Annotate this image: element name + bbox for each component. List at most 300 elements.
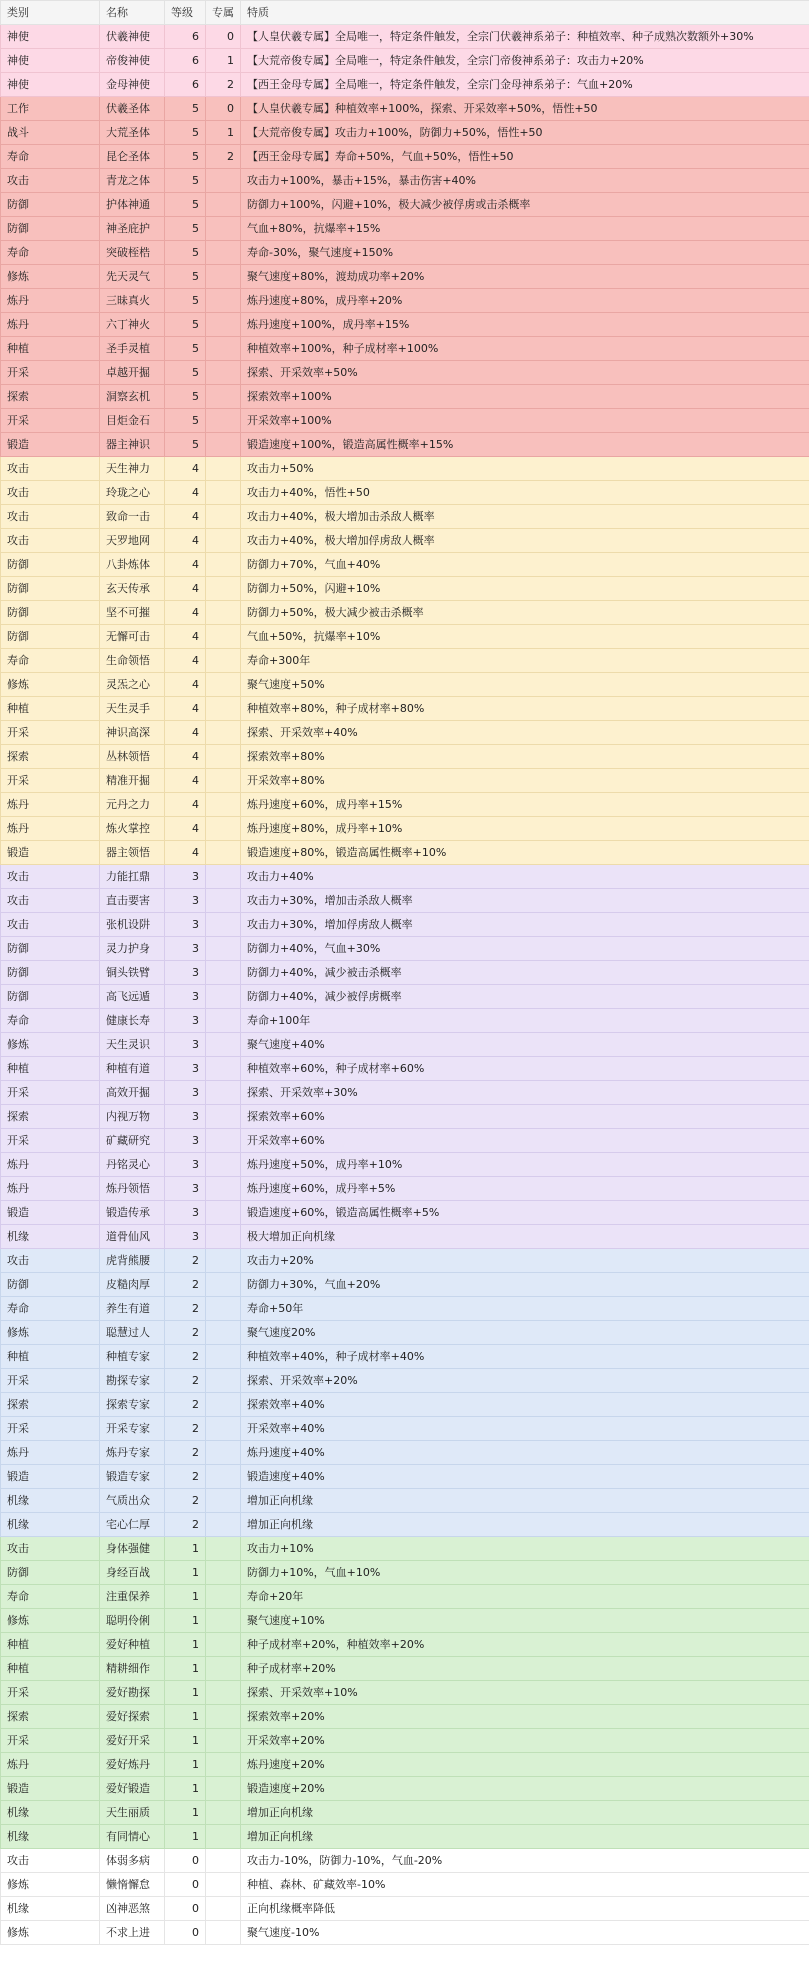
traits-cell[interactable]: 攻击力+40%，极大增加俘虏敌人概率	[241, 529, 809, 553]
level-cell[interactable]: 4	[165, 481, 206, 505]
traits-cell[interactable]: 攻击力+30%，增加俘虏敌人概率	[241, 913, 809, 937]
level-cell[interactable]: 4	[165, 697, 206, 721]
traits-cell[interactable]: 锻造速度+20%	[241, 1777, 809, 1801]
traits-cell[interactable]: 寿命+100年	[241, 1009, 809, 1033]
level-cell[interactable]: 0	[165, 1921, 206, 1945]
exclusive-cell[interactable]	[206, 1777, 241, 1801]
exclusive-cell[interactable]	[206, 1129, 241, 1153]
name-cell[interactable]: 注重保养	[100, 1585, 165, 1609]
traits-cell[interactable]: 开采效率+60%	[241, 1129, 809, 1153]
exclusive-cell[interactable]	[206, 1201, 241, 1225]
level-cell[interactable]: 1	[165, 1801, 206, 1825]
traits-cell[interactable]: 攻击力+50%	[241, 457, 809, 481]
level-cell[interactable]: 5	[165, 241, 206, 265]
category-cell[interactable]: 攻击	[1, 481, 100, 505]
category-cell[interactable]: 攻击	[1, 1537, 100, 1561]
level-cell[interactable]: 3	[165, 865, 206, 889]
level-cell[interactable]: 0	[165, 1873, 206, 1897]
category-cell[interactable]: 攻击	[1, 457, 100, 481]
level-cell[interactable]: 1	[165, 1681, 206, 1705]
name-cell[interactable]: 器主领悟	[100, 841, 165, 865]
name-cell[interactable]: 种植专家	[100, 1345, 165, 1369]
category-cell[interactable]: 开采	[1, 361, 100, 385]
traits-cell[interactable]: 锻造速度+40%	[241, 1465, 809, 1489]
exclusive-cell[interactable]	[206, 601, 241, 625]
name-cell[interactable]: 致命一击	[100, 505, 165, 529]
level-cell[interactable]: 5	[165, 337, 206, 361]
name-cell[interactable]: 昆仑圣体	[100, 145, 165, 169]
level-cell[interactable]: 3	[165, 961, 206, 985]
category-cell[interactable]: 开采	[1, 1417, 100, 1441]
exclusive-cell[interactable]	[206, 1633, 241, 1657]
category-cell[interactable]: 机缘	[1, 1489, 100, 1513]
exclusive-cell[interactable]	[206, 265, 241, 289]
exclusive-cell[interactable]	[206, 1273, 241, 1297]
category-cell[interactable]: 防御	[1, 625, 100, 649]
level-cell[interactable]: 1	[165, 1561, 206, 1585]
exclusive-cell[interactable]	[206, 1009, 241, 1033]
exclusive-cell[interactable]	[206, 1657, 241, 1681]
name-cell[interactable]: 张机设阱	[100, 913, 165, 937]
traits-cell[interactable]: 探索、开采效率+30%	[241, 1081, 809, 1105]
category-cell[interactable]: 攻击	[1, 865, 100, 889]
level-cell[interactable]: 5	[165, 265, 206, 289]
exclusive-cell[interactable]	[206, 1057, 241, 1081]
name-cell[interactable]: 丹铭灵心	[100, 1153, 165, 1177]
exclusive-cell[interactable]	[206, 313, 241, 337]
category-cell[interactable]: 探索	[1, 1105, 100, 1129]
header-level[interactable]: 等级	[165, 1, 206, 25]
category-cell[interactable]: 防御	[1, 985, 100, 1009]
level-cell[interactable]: 4	[165, 841, 206, 865]
name-cell[interactable]: 天罗地网	[100, 529, 165, 553]
exclusive-cell[interactable]	[206, 1873, 241, 1897]
name-cell[interactable]: 虎背熊腰	[100, 1249, 165, 1273]
level-cell[interactable]: 5	[165, 385, 206, 409]
level-cell[interactable]: 1	[165, 1705, 206, 1729]
name-cell[interactable]: 高效开掘	[100, 1081, 165, 1105]
category-cell[interactable]: 锻造	[1, 1201, 100, 1225]
category-cell[interactable]: 开采	[1, 1129, 100, 1153]
exclusive-cell[interactable]	[206, 1609, 241, 1633]
exclusive-cell[interactable]	[206, 217, 241, 241]
name-cell[interactable]: 铜头铁臂	[100, 961, 165, 985]
name-cell[interactable]: 内视万物	[100, 1105, 165, 1129]
level-cell[interactable]: 3	[165, 985, 206, 1009]
level-cell[interactable]: 2	[165, 1441, 206, 1465]
exclusive-cell[interactable]	[206, 1729, 241, 1753]
category-cell[interactable]: 开采	[1, 1081, 100, 1105]
traits-cell[interactable]: 探索效率+20%	[241, 1705, 809, 1729]
name-cell[interactable]: 卓越开掘	[100, 361, 165, 385]
traits-cell[interactable]: 探索效率+80%	[241, 745, 809, 769]
level-cell[interactable]: 4	[165, 649, 206, 673]
name-cell[interactable]: 种植有道	[100, 1057, 165, 1081]
exclusive-cell[interactable]	[206, 985, 241, 1009]
exclusive-cell[interactable]	[206, 793, 241, 817]
level-cell[interactable]: 3	[165, 1225, 206, 1249]
category-cell[interactable]: 寿命	[1, 241, 100, 265]
name-cell[interactable]: 护体神通	[100, 193, 165, 217]
traits-cell[interactable]: 【人皇伏羲专属】全局唯一，特定条件触发，全宗门伏羲神系弟子：种植效率、种子成熟次数额外+30%	[241, 25, 809, 49]
name-cell[interactable]: 不求上进	[100, 1921, 165, 1945]
traits-cell[interactable]: 攻击力+30%，增加击杀敌人概率	[241, 889, 809, 913]
traits-cell[interactable]: 攻击力+20%	[241, 1249, 809, 1273]
category-cell[interactable]: 机缘	[1, 1225, 100, 1249]
category-cell[interactable]: 锻造	[1, 841, 100, 865]
exclusive-cell[interactable]	[206, 1801, 241, 1825]
exclusive-cell[interactable]	[206, 1681, 241, 1705]
traits-cell[interactable]: 气血+80%，抗爆率+15%	[241, 217, 809, 241]
name-cell[interactable]: 健康长寿	[100, 1009, 165, 1033]
name-cell[interactable]: 天生灵手	[100, 697, 165, 721]
level-cell[interactable]: 1	[165, 1657, 206, 1681]
exclusive-cell[interactable]	[206, 1849, 241, 1873]
level-cell[interactable]: 2	[165, 1393, 206, 1417]
category-cell[interactable]: 防御	[1, 601, 100, 625]
traits-cell[interactable]: 防御力+70%，气血+40%	[241, 553, 809, 577]
level-cell[interactable]: 3	[165, 1033, 206, 1057]
name-cell[interactable]: 探索专家	[100, 1393, 165, 1417]
level-cell[interactable]: 5	[165, 121, 206, 145]
name-cell[interactable]: 大荒圣体	[100, 121, 165, 145]
exclusive-cell[interactable]	[206, 1513, 241, 1537]
exclusive-cell[interactable]	[206, 193, 241, 217]
exclusive-cell[interactable]	[206, 1297, 241, 1321]
exclusive-cell[interactable]	[206, 529, 241, 553]
name-cell[interactable]: 神识高深	[100, 721, 165, 745]
name-cell[interactable]: 精准开掘	[100, 769, 165, 793]
category-cell[interactable]: 修炼	[1, 1609, 100, 1633]
exclusive-cell[interactable]	[206, 817, 241, 841]
exclusive-cell[interactable]	[206, 361, 241, 385]
name-cell[interactable]: 直击要害	[100, 889, 165, 913]
name-cell[interactable]: 身经百战	[100, 1561, 165, 1585]
level-cell[interactable]: 6	[165, 73, 206, 97]
category-cell[interactable]: 探索	[1, 385, 100, 409]
traits-cell[interactable]: 炼丹速度+80%，成丹率+20%	[241, 289, 809, 313]
category-cell[interactable]: 防御	[1, 1561, 100, 1585]
category-cell[interactable]: 机缘	[1, 1825, 100, 1849]
level-cell[interactable]: 4	[165, 625, 206, 649]
level-cell[interactable]: 5	[165, 193, 206, 217]
traits-cell[interactable]: 探索、开采效率+40%	[241, 721, 809, 745]
level-cell[interactable]: 2	[165, 1297, 206, 1321]
traits-cell[interactable]: 增加正向机缘	[241, 1489, 809, 1513]
level-cell[interactable]: 3	[165, 1177, 206, 1201]
category-cell[interactable]: 寿命	[1, 145, 100, 169]
category-cell[interactable]: 神使	[1, 73, 100, 97]
category-cell[interactable]: 探索	[1, 1705, 100, 1729]
name-cell[interactable]: 伏羲神使	[100, 25, 165, 49]
category-cell[interactable]: 机缘	[1, 1897, 100, 1921]
traits-cell[interactable]: 种植效率+100%，种子成材率+100%	[241, 337, 809, 361]
category-cell[interactable]: 炼丹	[1, 313, 100, 337]
name-cell[interactable]: 聪慧过人	[100, 1321, 165, 1345]
traits-cell[interactable]: 聚气速度+50%	[241, 673, 809, 697]
name-cell[interactable]: 先天灵气	[100, 265, 165, 289]
name-cell[interactable]: 高飞远遁	[100, 985, 165, 1009]
exclusive-cell[interactable]	[206, 889, 241, 913]
traits-cell[interactable]: 防御力+40%，减少被俘虏概率	[241, 985, 809, 1009]
category-cell[interactable]: 防御	[1, 961, 100, 985]
traits-cell[interactable]: 极大增加正向机缘	[241, 1225, 809, 1249]
name-cell[interactable]: 凶神恶煞	[100, 1897, 165, 1921]
level-cell[interactable]: 1	[165, 1729, 206, 1753]
name-cell[interactable]: 神圣庇护	[100, 217, 165, 241]
traits-cell[interactable]: 攻击力+100%，暴击+15%，暴击伤害+40%	[241, 169, 809, 193]
name-cell[interactable]: 爱好探索	[100, 1705, 165, 1729]
name-cell[interactable]: 天生神力	[100, 457, 165, 481]
traits-cell[interactable]: 防御力+30%，气血+20%	[241, 1273, 809, 1297]
exclusive-cell[interactable]	[206, 937, 241, 961]
exclusive-cell[interactable]	[206, 241, 241, 265]
exclusive-cell[interactable]	[206, 1177, 241, 1201]
name-cell[interactable]: 身体强健	[100, 1537, 165, 1561]
level-cell[interactable]: 1	[165, 1585, 206, 1609]
category-cell[interactable]: 攻击	[1, 505, 100, 529]
exclusive-cell[interactable]	[206, 505, 241, 529]
traits-cell[interactable]: 防御力+100%，闪避+10%，极大减少被俘虏或击杀概率	[241, 193, 809, 217]
exclusive-cell[interactable]: 1	[206, 121, 241, 145]
traits-cell[interactable]: 防御力+50%，闪避+10%	[241, 577, 809, 601]
traits-cell[interactable]: 炼丹速度+50%，成丹率+10%	[241, 1153, 809, 1177]
traits-cell[interactable]: 聚气速度+80%，渡劫成功率+20%	[241, 265, 809, 289]
level-cell[interactable]: 5	[165, 409, 206, 433]
category-cell[interactable]: 防御	[1, 577, 100, 601]
exclusive-cell[interactable]	[206, 1585, 241, 1609]
category-cell[interactable]: 修炼	[1, 1873, 100, 1897]
exclusive-cell[interactable]	[206, 1537, 241, 1561]
name-cell[interactable]: 宅心仁厚	[100, 1513, 165, 1537]
exclusive-cell[interactable]: 2	[206, 73, 241, 97]
level-cell[interactable]: 3	[165, 937, 206, 961]
level-cell[interactable]: 4	[165, 793, 206, 817]
exclusive-cell[interactable]: 0	[206, 25, 241, 49]
category-cell[interactable]: 炼丹	[1, 817, 100, 841]
category-cell[interactable]: 寿命	[1, 1585, 100, 1609]
traits-cell[interactable]: 攻击力-10%，防御力-10%，气血-20%	[241, 1849, 809, 1873]
exclusive-cell[interactable]	[206, 1393, 241, 1417]
category-cell[interactable]: 机缘	[1, 1513, 100, 1537]
exclusive-cell[interactable]	[206, 433, 241, 457]
name-cell[interactable]: 天生丽质	[100, 1801, 165, 1825]
name-cell[interactable]: 炼丹专家	[100, 1441, 165, 1465]
category-cell[interactable]: 炼丹	[1, 289, 100, 313]
category-cell[interactable]: 神使	[1, 25, 100, 49]
category-cell[interactable]: 种植	[1, 1657, 100, 1681]
name-cell[interactable]: 勘探专家	[100, 1369, 165, 1393]
traits-cell[interactable]: 探索效率+40%	[241, 1393, 809, 1417]
category-cell[interactable]: 种植	[1, 337, 100, 361]
exclusive-cell[interactable]	[206, 1153, 241, 1177]
level-cell[interactable]: 3	[165, 1009, 206, 1033]
traits-cell[interactable]: 寿命-30%，聚气速度+150%	[241, 241, 809, 265]
name-cell[interactable]: 懒惰懈怠	[100, 1873, 165, 1897]
name-cell[interactable]: 玲珑之心	[100, 481, 165, 505]
exclusive-cell[interactable]	[206, 385, 241, 409]
category-cell[interactable]: 锻造	[1, 1465, 100, 1489]
level-cell[interactable]: 1	[165, 1777, 206, 1801]
traits-cell[interactable]: 【西王金母专属】寿命+50%，气血+50%，悟性+50	[241, 145, 809, 169]
name-cell[interactable]: 玄天传承	[100, 577, 165, 601]
exclusive-cell[interactable]	[206, 1081, 241, 1105]
exclusive-cell[interactable]	[206, 769, 241, 793]
name-cell[interactable]: 无懈可击	[100, 625, 165, 649]
level-cell[interactable]: 5	[165, 313, 206, 337]
level-cell[interactable]: 2	[165, 1465, 206, 1489]
level-cell[interactable]: 3	[165, 1201, 206, 1225]
traits-cell[interactable]: 攻击力+40%，极大增加击杀敌人概率	[241, 505, 809, 529]
exclusive-cell[interactable]	[206, 1441, 241, 1465]
traits-cell[interactable]: 【大荒帝俊专属】全局唯一，特定条件触发，全宗门帝俊神系弟子：攻击力+20%	[241, 49, 809, 73]
name-cell[interactable]: 坚不可摧	[100, 601, 165, 625]
exclusive-cell[interactable]	[206, 1489, 241, 1513]
traits-cell[interactable]: 开采效率+20%	[241, 1729, 809, 1753]
level-cell[interactable]: 5	[165, 145, 206, 169]
category-cell[interactable]: 神使	[1, 49, 100, 73]
name-cell[interactable]: 聪明伶俐	[100, 1609, 165, 1633]
traits-cell[interactable]: 种植效率+80%，种子成材率+80%	[241, 697, 809, 721]
traits-cell[interactable]: 增加正向机缘	[241, 1513, 809, 1537]
category-cell[interactable]: 修炼	[1, 1033, 100, 1057]
category-cell[interactable]: 炼丹	[1, 1753, 100, 1777]
name-cell[interactable]: 锻造传承	[100, 1201, 165, 1225]
category-cell[interactable]: 开采	[1, 721, 100, 745]
header-name[interactable]: 名称	[100, 1, 165, 25]
exclusive-cell[interactable]	[206, 1345, 241, 1369]
exclusive-cell[interactable]	[206, 1249, 241, 1273]
name-cell[interactable]: 突破桎梏	[100, 241, 165, 265]
exclusive-cell[interactable]	[206, 673, 241, 697]
name-cell[interactable]: 灵力护身	[100, 937, 165, 961]
exclusive-cell[interactable]	[206, 625, 241, 649]
level-cell[interactable]: 3	[165, 1081, 206, 1105]
traits-cell[interactable]: 防御力+50%，极大减少被击杀概率	[241, 601, 809, 625]
traits-cell[interactable]: 炼丹速度+40%	[241, 1441, 809, 1465]
traits-cell[interactable]: 探索、开采效率+50%	[241, 361, 809, 385]
traits-cell[interactable]: 探索效率+100%	[241, 385, 809, 409]
traits-cell[interactable]: 气血+50%，抗爆率+10%	[241, 625, 809, 649]
category-cell[interactable]: 开采	[1, 1369, 100, 1393]
traits-cell[interactable]: 【西王金母专属】全局唯一，特定条件触发，全宗门金母神系弟子：气血+20%	[241, 73, 809, 97]
traits-cell[interactable]: 锻造速度+60%，锻造高属性概率+5%	[241, 1201, 809, 1225]
exclusive-cell[interactable]	[206, 961, 241, 985]
level-cell[interactable]: 3	[165, 1153, 206, 1177]
exclusive-cell[interactable]	[206, 409, 241, 433]
level-cell[interactable]: 2	[165, 1345, 206, 1369]
category-cell[interactable]: 攻击	[1, 889, 100, 913]
name-cell[interactable]: 生命领悟	[100, 649, 165, 673]
exclusive-cell[interactable]	[206, 841, 241, 865]
traits-cell[interactable]: 寿命+20年	[241, 1585, 809, 1609]
traits-cell[interactable]: 种植效率+40%，种子成材率+40%	[241, 1345, 809, 1369]
level-cell[interactable]: 5	[165, 361, 206, 385]
name-cell[interactable]: 元丹之力	[100, 793, 165, 817]
traits-cell[interactable]: 防御力+40%，气血+30%	[241, 937, 809, 961]
category-cell[interactable]: 修炼	[1, 1921, 100, 1945]
name-cell[interactable]: 精耕细作	[100, 1657, 165, 1681]
header-traits[interactable]: 特质	[241, 1, 809, 25]
traits-cell[interactable]: 种植、森林、矿藏效率-10%	[241, 1873, 809, 1897]
exclusive-cell[interactable]	[206, 1921, 241, 1945]
name-cell[interactable]: 洞察玄机	[100, 385, 165, 409]
exclusive-cell[interactable]	[206, 1321, 241, 1345]
exclusive-cell[interactable]	[206, 1033, 241, 1057]
exclusive-cell[interactable]	[206, 553, 241, 577]
exclusive-cell[interactable]	[206, 289, 241, 313]
traits-cell[interactable]: 探索效率+60%	[241, 1105, 809, 1129]
exclusive-cell[interactable]	[206, 1105, 241, 1129]
level-cell[interactable]: 5	[165, 97, 206, 121]
traits-cell[interactable]: 聚气速度+10%	[241, 1609, 809, 1633]
level-cell[interactable]: 2	[165, 1513, 206, 1537]
exclusive-cell[interactable]	[206, 649, 241, 673]
traits-cell[interactable]: 防御力+40%，减少被击杀概率	[241, 961, 809, 985]
exclusive-cell[interactable]: 1	[206, 49, 241, 73]
name-cell[interactable]: 皮糙肉厚	[100, 1273, 165, 1297]
level-cell[interactable]: 4	[165, 673, 206, 697]
traits-cell[interactable]: 探索、开采效率+20%	[241, 1369, 809, 1393]
exclusive-cell[interactable]	[206, 457, 241, 481]
level-cell[interactable]: 3	[165, 1057, 206, 1081]
traits-cell[interactable]: 炼丹速度+80%，成丹率+10%	[241, 817, 809, 841]
name-cell[interactable]: 开采专家	[100, 1417, 165, 1441]
level-cell[interactable]: 4	[165, 505, 206, 529]
traits-cell[interactable]: 开采效率+100%	[241, 409, 809, 433]
traits-cell[interactable]: 增加正向机缘	[241, 1801, 809, 1825]
level-cell[interactable]: 5	[165, 433, 206, 457]
name-cell[interactable]: 爱好开采	[100, 1729, 165, 1753]
category-cell[interactable]: 防御	[1, 193, 100, 217]
name-cell[interactable]: 金母神使	[100, 73, 165, 97]
category-cell[interactable]: 寿命	[1, 1297, 100, 1321]
level-cell[interactable]: 4	[165, 721, 206, 745]
category-cell[interactable]: 炼丹	[1, 1177, 100, 1201]
category-cell[interactable]: 开采	[1, 769, 100, 793]
name-cell[interactable]: 青龙之体	[100, 169, 165, 193]
name-cell[interactable]: 气质出众	[100, 1489, 165, 1513]
name-cell[interactable]: 圣手灵植	[100, 337, 165, 361]
exclusive-cell[interactable]	[206, 337, 241, 361]
name-cell[interactable]: 灵炁之心	[100, 673, 165, 697]
exclusive-cell[interactable]: 0	[206, 97, 241, 121]
category-cell[interactable]: 攻击	[1, 913, 100, 937]
name-cell[interactable]: 道骨仙风	[100, 1225, 165, 1249]
category-cell[interactable]: 防御	[1, 1273, 100, 1297]
traits-cell[interactable]: 种子成材率+20%	[241, 1657, 809, 1681]
category-cell[interactable]: 种植	[1, 1345, 100, 1369]
traits-cell[interactable]: 【大荒帝俊专属】攻击力+100%，防御力+50%，悟性+50	[241, 121, 809, 145]
level-cell[interactable]: 4	[165, 769, 206, 793]
level-cell[interactable]: 2	[165, 1321, 206, 1345]
level-cell[interactable]: 4	[165, 601, 206, 625]
exclusive-cell[interactable]	[206, 1561, 241, 1585]
category-cell[interactable]: 探索	[1, 1393, 100, 1417]
exclusive-cell[interactable]	[206, 1465, 241, 1489]
level-cell[interactable]: 3	[165, 1129, 206, 1153]
category-cell[interactable]: 攻击	[1, 1849, 100, 1873]
name-cell[interactable]: 天生灵识	[100, 1033, 165, 1057]
name-cell[interactable]: 帝俊神使	[100, 49, 165, 73]
exclusive-cell[interactable]	[206, 745, 241, 769]
category-cell[interactable]: 种植	[1, 697, 100, 721]
level-cell[interactable]: 4	[165, 577, 206, 601]
level-cell[interactable]: 1	[165, 1609, 206, 1633]
exclusive-cell[interactable]	[206, 697, 241, 721]
category-cell[interactable]: 攻击	[1, 169, 100, 193]
category-cell[interactable]: 开采	[1, 1681, 100, 1705]
